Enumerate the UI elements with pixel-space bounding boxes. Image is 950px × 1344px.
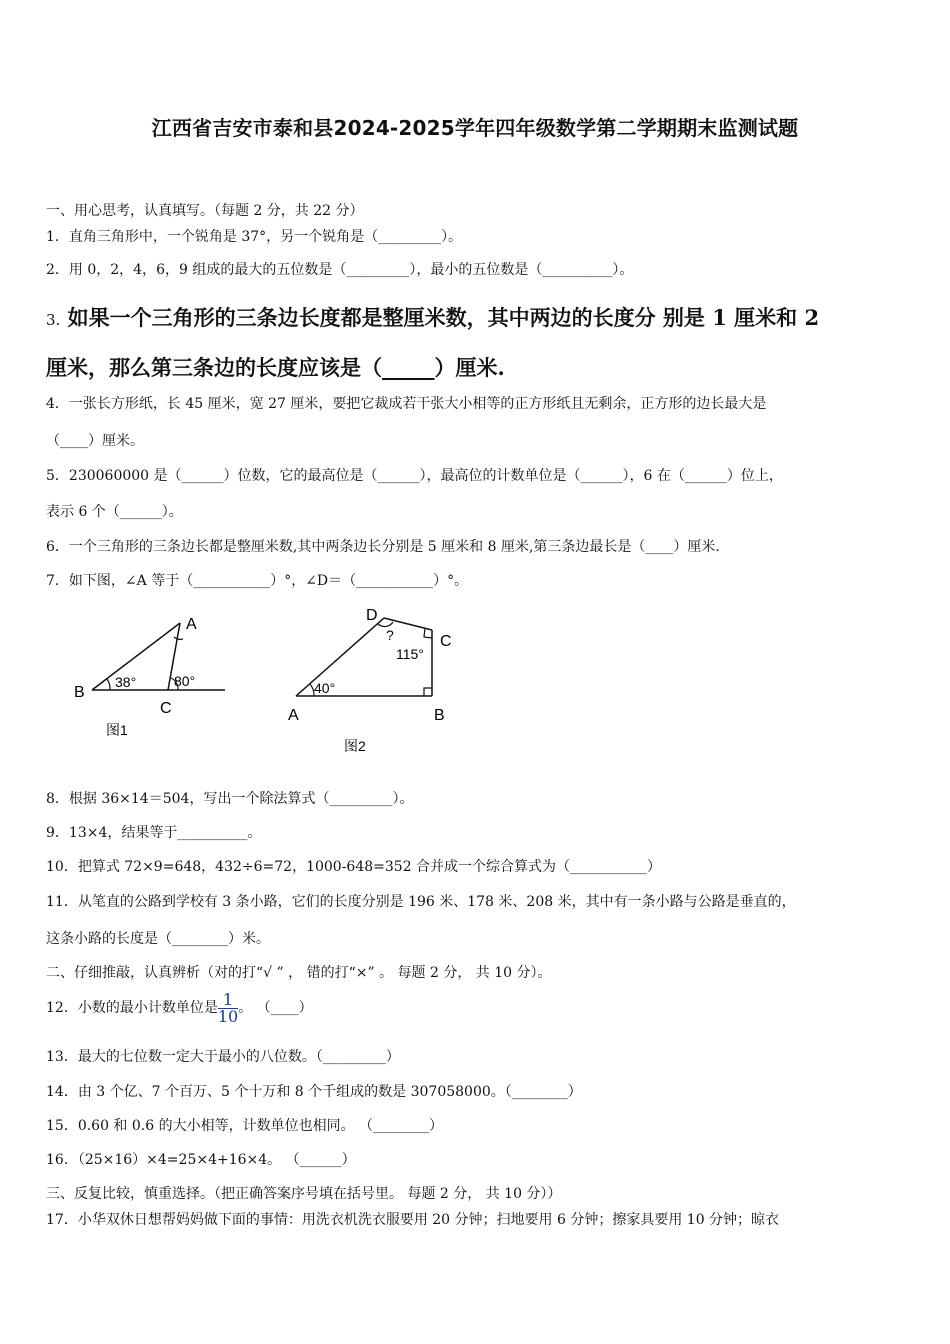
fraction-denominator: 10 xyxy=(217,1006,239,1026)
fig1-caption: 图1 xyxy=(106,722,128,738)
fraction-numerator: 1 xyxy=(222,989,234,1009)
fig1-angle-b: 38° xyxy=(115,674,137,690)
fig2-label-a: A xyxy=(288,707,299,724)
question-17: 17．小华双休日想帮妈妈做下面的事情：用洗衣机洗衣服要用 20 分钟；扫地要用 6 分钟；擦家具要用 10 分钟；晾衣 xyxy=(46,1212,780,1228)
question-4-line-1: 4．一张长方形纸，长 45 厘米，宽 27 厘米，要把它裁成若干张大小相等的正方形纸且无剩余，正方形的边长最大是 xyxy=(46,396,767,412)
fraction-one-tenth xyxy=(217,989,239,1026)
question-3-line-1 xyxy=(46,305,819,333)
question-12-prefix: 12．小数的最小计数单位是 xyxy=(46,1000,218,1016)
fig2-angle-c: 115° xyxy=(396,646,424,662)
question-12-suffix: 。 （____） xyxy=(238,1000,313,1016)
fig1-label-c: C xyxy=(160,700,172,717)
question-3-number: 3. xyxy=(46,311,61,329)
fig2-label-c: C xyxy=(440,633,452,650)
question-14: 14．由 3 个亿、7 个百万、5 个十万和 8 个千组成的数是 307058000。（________） xyxy=(46,1084,582,1100)
fig1-arc-b xyxy=(107,679,110,690)
fig2-angle-d: ? xyxy=(386,627,394,643)
fig2-arc-d xyxy=(378,622,393,627)
question-7: 7．如下图，∠A 等于（___________）°，∠D＝（___________）°。 xyxy=(46,573,469,589)
question-8: 8．根据 36×14＝504，写出一个除法算式（_________）。 xyxy=(46,791,414,807)
question-1: 1．直角三角形中，一个锐角是 37°，另一个锐角是（_________）。 xyxy=(46,229,463,245)
fig1-label-b: B xyxy=(74,684,85,701)
question-3-line-2: 厘米，那么第三条边的长度应该是（_____）厘米. xyxy=(46,355,505,380)
fig2-right-angle-b xyxy=(424,688,432,696)
question-6: 6．一个三角形的三条边长都是整厘米数,其中两条边长分别是 5 厘米和 8 厘米,第三条边最长是（____）厘米. xyxy=(46,539,720,555)
fig1-label-a: A xyxy=(186,616,197,633)
question-16: 16．（25×16）×4=25×4+16×4。 （______） xyxy=(46,1152,356,1168)
question-5-line-2: 表示 6 个（______）。 xyxy=(46,504,183,520)
figure-2-quadrilateral xyxy=(280,600,480,760)
fig1-angle-c: 80° xyxy=(174,673,196,689)
figure-1-triangle xyxy=(60,605,235,745)
question-10: 10．把算式 72×9=648，432÷6=72，1000-648=352 合并成一个综合算式为（___________） xyxy=(46,859,662,875)
question-5-line-1: 5．230060000 是（______）位数，它的最高位是（______），最高位的计数单位是（______），6 在（______）位上， xyxy=(46,468,783,484)
fig2-caption: 图2 xyxy=(344,738,366,754)
section-3-heading: 三、反复比较，慎重选择。（把正确答案序号填在括号里。 每题 2 分， 共 10 分）） xyxy=(46,1186,562,1202)
question-4-line-2: （____）厘米。 xyxy=(46,433,144,449)
section-2-heading: 二、仔细推敲，认真辨析（对的打“√ ” ， 错的打“×” 。 每题 2 分， 共 10 分）。 xyxy=(46,965,552,981)
fig2-angle-a: 40° xyxy=(314,680,336,696)
section-1-heading: 一、用心思考，认真填写。（每题 2 分，共 22 分） xyxy=(46,203,364,219)
question-9: 9．13×4，结果等于__________。 xyxy=(46,825,262,841)
fig2-label-b: B xyxy=(434,707,445,724)
fig1-arc-a xyxy=(174,637,183,639)
question-12 xyxy=(46,986,313,1030)
question-3-text: 如果一个三角形的三条边长度都是整厘米数，其中两边的长度分 别是 1 厘米和 2 xyxy=(67,305,820,330)
exam-title: 江西省吉安市泰和县2024-2025学年四年级数学第二学期期末监测试题 xyxy=(151,116,799,140)
question-2: 2．用 0，2，4，6，9 组成的最大的五位数是（_________），最小的五位数是（__________）。 xyxy=(46,262,634,278)
fig2-side-da xyxy=(296,618,384,696)
question-11-line-2: 这条小路的长度是（________）米。 xyxy=(46,931,270,947)
question-15: 15．0.60 和 0.6 的大小相等，计数单位也相同。 （________） xyxy=(46,1118,444,1134)
question-13: 13．最大的七位数一定大于最小的八位数。（_________） xyxy=(46,1049,400,1065)
fig2-label-d: D xyxy=(366,607,378,624)
question-11-line-1: 11．从笔直的公路到学校有 3 条小路，它们的长度分别是 196 米、178 米、208 米，其中有一条小路与公路是垂直的， xyxy=(46,894,796,910)
